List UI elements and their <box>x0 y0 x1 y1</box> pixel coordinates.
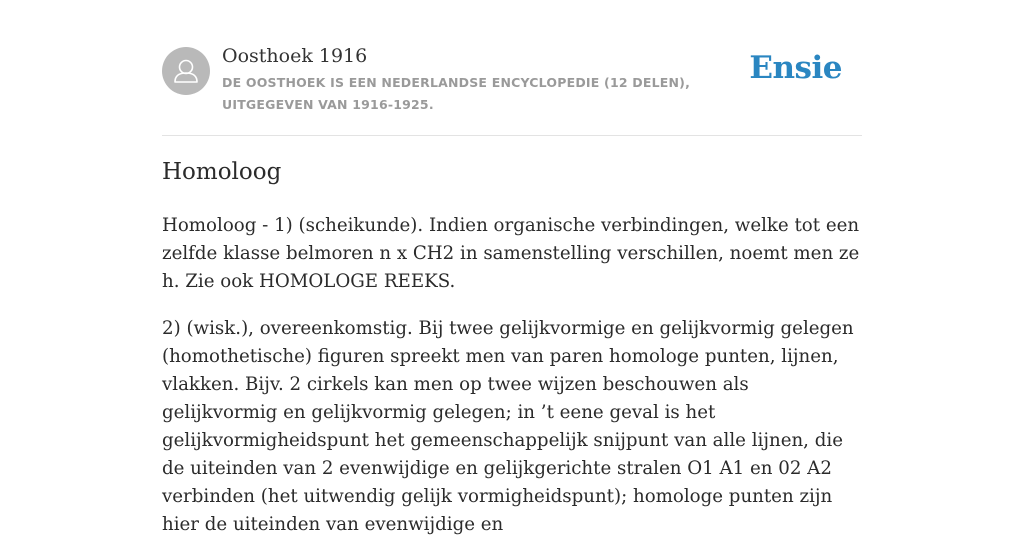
avatar[interactable] <box>162 47 210 95</box>
source-header <box>162 0 862 136</box>
source-description: DE OOSTHOEK IS EEN NEDERLANDSE ENCYCLOPEDIE (12 DELEN), UITGEGEVEN VAN 1916-1925. <box>222 75 691 112</box>
user-icon <box>162 47 210 95</box>
source-title[interactable]: Oosthoek 1916 <box>222 45 368 67</box>
article-paragraph: Homoloog - 1) (scheikunde). Indien organische verbindingen, welke tot een zelfde klasse belmoren n x CH2 in samenstelling verschillen, noemt men ze h. Zie ook HOMOLOGE REEKS. <box>162 215 860 292</box>
article-body <box>162 212 862 558</box>
ensie-logo[interactable]: Ensie <box>749 50 842 86</box>
page-content <box>162 0 862 535</box>
article-title: Homoloog <box>162 159 282 185</box>
article-paragraph: 2) (wisk.), overeenkomstig. Bij twee gelijkvormige en gelijkvormig gelegen (homothetische) figuren spreekt men van paren homologe punten, lijnen, vlakken. Bijv. 2 cirkels kan men op twee wijzen beschouwen als gelijkvormig en gelijkvormig gelegen; in ’t eene geval is het gelijkvormigheidspunt het gemeenschappelijk snijpunt van alle lijnen, die de uiteinden van 2 evenwijdige en gelijkgerichte stralen O1 A1 en 02 A2 verbinden (het uitwendig gelijk vormigheidspunt); homologe punten zijn hier de uiteinden van evenwijdige en <box>162 318 854 535</box>
